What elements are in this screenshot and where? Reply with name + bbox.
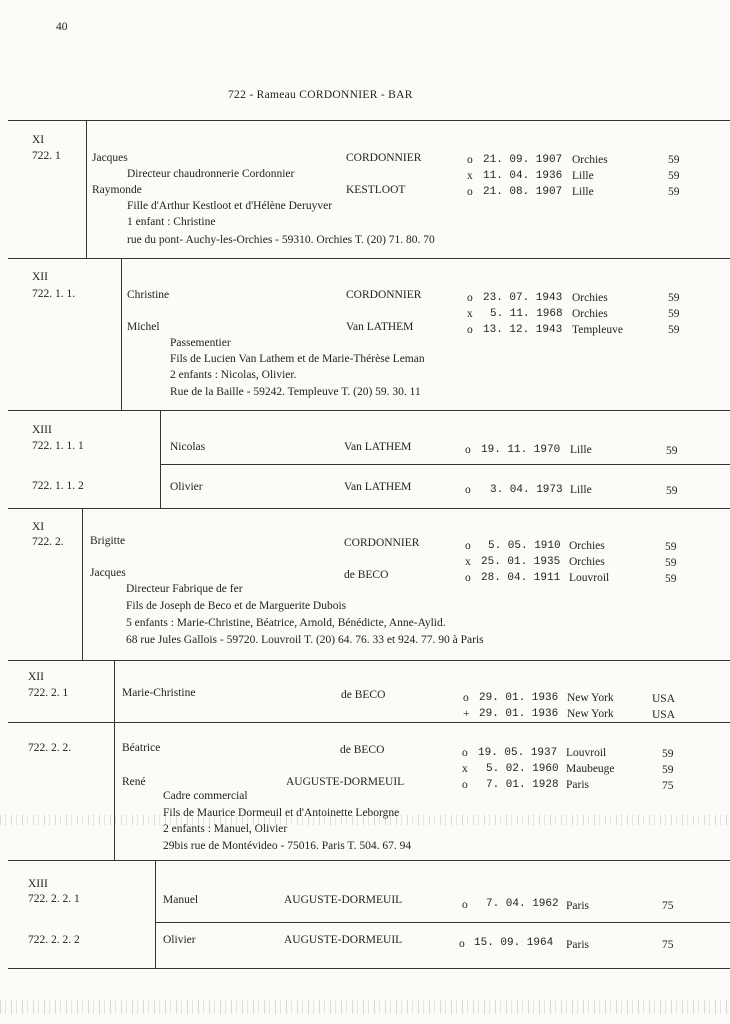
event-sign: o — [465, 540, 471, 552]
detail-line: 2 enfants : Nicolas, Olivier. — [170, 369, 297, 381]
event-sign: o — [459, 938, 465, 950]
event-place: Orchies — [572, 308, 608, 320]
surname: de BECO — [340, 744, 385, 756]
reference-number: 722. 2. 1 — [28, 687, 69, 699]
surname: CORDONNIER — [346, 289, 422, 301]
event-date: 28. 04. 1911 — [481, 572, 561, 584]
event-place: Lille — [570, 484, 592, 496]
department: 59 — [662, 748, 674, 760]
detail-line: 1 enfant : Christine — [127, 216, 216, 228]
reference-number: 722. 2. — [32, 536, 64, 548]
department: USA — [652, 709, 676, 721]
event-date: 15. 09. 1964 — [474, 937, 554, 949]
event-date: 19. 11. 1970 — [481, 444, 561, 456]
generation-label: XII — [32, 271, 48, 283]
event-place: Lille — [572, 186, 594, 198]
event-sign: o — [462, 899, 468, 911]
event-place: Paris — [566, 779, 589, 791]
surname: AUGUSTE-DORMEUIL — [284, 894, 403, 906]
given-name: Olivier — [163, 934, 196, 946]
rule-1 — [8, 258, 730, 259]
given-name: Manuel — [163, 894, 199, 906]
department: 59 — [665, 557, 677, 569]
address-line: rue du pont- Auchy-les-Orchies - 59310. Orchies T. (20) 71. 80. 70 — [127, 234, 435, 246]
event-place: Orchies — [569, 556, 605, 568]
rule-4 — [8, 508, 730, 509]
generation-label: XIII — [28, 878, 48, 890]
event-date: 13. 12. 1943 — [483, 324, 563, 336]
department: 75 — [662, 780, 674, 792]
given-name: Jacques — [90, 567, 126, 579]
rule-v-2 — [121, 258, 122, 410]
surname: AUGUSTE-DORMEUIL — [286, 776, 405, 788]
generation-label: XI — [32, 134, 45, 146]
detail-line: Directeur Fabrique de fer — [126, 583, 243, 595]
rule-6 — [8, 722, 730, 723]
department: USA — [652, 693, 676, 705]
rule-v-4 — [82, 508, 83, 660]
rule-2 — [8, 410, 730, 411]
surname: AUGUSTE-DORMEUIL — [284, 934, 403, 946]
event-sign: o — [462, 779, 468, 791]
event-place: Orchies — [572, 292, 608, 304]
given-name: Marie-Christine — [122, 687, 196, 699]
event-date: 23. 07. 1943 — [483, 292, 563, 304]
rule-v-6 — [155, 860, 156, 968]
address-line: 68 rue Jules Gallois - 59720. Louvroil T. (20) 64. 76. 33 et 924. 77. 90 à Paris — [126, 634, 484, 646]
generation-label: XII — [28, 671, 44, 683]
page-number: 40 — [56, 21, 68, 33]
surname: KESTLOOT — [346, 184, 406, 196]
rule-5 — [8, 660, 730, 661]
event-place: New York — [567, 692, 614, 704]
generation-label: XI — [32, 521, 45, 533]
address-line: 29bis rue de Montévideo - 75016. Paris T. 504. 67. 94 — [163, 840, 412, 852]
detail-line: Fils de Lucien Van Lathem et de Marie-Thérèse Leman — [170, 353, 425, 365]
event-sign: x — [467, 308, 473, 320]
event-date: 19. 05. 1937 — [478, 747, 558, 759]
event-sign: o — [467, 186, 473, 198]
detail-line: 2 enfants : Manuel, Olivier — [163, 823, 288, 835]
event-place: Paris — [566, 939, 589, 951]
event-date: 25. 01. 1935 — [481, 556, 561, 568]
department: 59 — [665, 541, 677, 553]
given-name: Raymonde — [92, 184, 142, 196]
event-sign: + — [463, 708, 470, 720]
event-place: Lille — [572, 170, 594, 182]
event-place: Orchies — [572, 154, 608, 166]
surname: Van LATHEM — [344, 441, 412, 453]
rule-v-3 — [160, 410, 161, 508]
event-date: 21. 08. 1907 — [483, 186, 563, 198]
event-sign: o — [465, 572, 471, 584]
rule-top — [8, 120, 730, 121]
event-date: 3. 04. 1973 — [490, 484, 563, 496]
given-name: Olivier — [170, 481, 203, 493]
event-place: Lille — [570, 444, 592, 456]
event-sign: o — [467, 292, 473, 304]
surname: de BECO — [344, 569, 389, 581]
rule-7 — [8, 860, 730, 861]
surname: Van LATHEM — [344, 481, 412, 493]
event-place: Paris — [566, 900, 589, 912]
department: 75 — [662, 900, 674, 912]
department: 59 — [668, 154, 680, 166]
event-date: 21. 09. 1907 — [483, 154, 563, 166]
detail-line: Fille d'Arthur Kestloot et d'Hélène Deruyver — [127, 200, 333, 212]
rule-8 — [155, 922, 730, 923]
page-title: 722 - Rameau CORDONNIER - BAR — [228, 89, 413, 101]
event-place: Louvroil — [566, 747, 607, 759]
given-name: Nicolas — [170, 441, 206, 453]
event-date: 29. 01. 1936 — [479, 708, 559, 720]
event-place: Maubeuge — [566, 763, 615, 775]
reference-number: 722. 1. 1. 1 — [32, 440, 84, 452]
event-place: New York — [567, 708, 614, 720]
given-name: Michel — [127, 321, 160, 333]
detail-line: Passementier — [170, 337, 231, 349]
surname: de BECO — [341, 689, 386, 701]
given-name: Brigitte — [90, 535, 126, 547]
event-sign: o — [467, 324, 473, 336]
reference-number: 722. 1 — [32, 150, 61, 162]
generation-label: XIII — [32, 424, 52, 436]
rule-v-1 — [86, 120, 87, 258]
event-date: 7. 04. 1962 — [486, 898, 559, 910]
given-name: Christine — [127, 289, 170, 301]
surname: Van LATHEM — [346, 321, 414, 333]
reference-number: 722. 2. 2. — [28, 742, 72, 754]
event-sign: o — [463, 692, 469, 704]
given-name: Jacques — [92, 152, 128, 164]
department: 59 — [668, 292, 680, 304]
department: 59 — [668, 170, 680, 182]
department: 59 — [668, 308, 680, 320]
event-place: Orchies — [569, 540, 605, 552]
detail-line: Fils de Maurice Dormeuil et d'Antoinette Leborgne — [163, 807, 400, 819]
department: 59 — [662, 764, 674, 776]
reference-number: 722. 2. 2. 2 — [28, 934, 80, 946]
event-date: 7. 01. 1928 — [486, 779, 559, 791]
address-line: Rue de la Baille - 59242. Templeuve T. (20) 59. 30. 11 — [170, 386, 421, 398]
detail-line: Cadre commercial — [163, 790, 248, 802]
reference-number: 722. 2. 2. 1 — [28, 893, 80, 905]
event-date: 5. 11. 1968 — [490, 308, 563, 320]
event-sign: x — [467, 170, 473, 182]
event-date: 5. 05. 1910 — [488, 540, 561, 552]
surname: CORDONNIER — [344, 537, 420, 549]
given-name: Béatrice — [122, 742, 161, 754]
department: 59 — [665, 573, 677, 585]
scan-noise — [0, 1000, 730, 1014]
surname: CORDONNIER — [346, 152, 422, 164]
event-sign: o — [465, 444, 471, 456]
department: 59 — [666, 445, 678, 457]
reference-number: 722. 1. 1. — [32, 288, 76, 300]
rule-9 — [8, 968, 730, 969]
department: 59 — [666, 485, 678, 497]
event-date: 11. 04. 1936 — [483, 170, 563, 182]
detail-line: 5 enfants : Marie-Christine, Béatrice, Arnold, Bénédicte, Anne-Aylid. — [126, 617, 446, 629]
detail-line: Fils de Joseph de Beco et de Marguerite Dubois — [126, 600, 347, 612]
department: 75 — [662, 939, 674, 951]
given-name: René — [122, 776, 146, 788]
event-sign: x — [462, 763, 468, 775]
event-place: Templeuve — [572, 324, 623, 336]
rule-v-5 — [114, 660, 115, 860]
event-place: Louvroil — [569, 572, 610, 584]
detail-line: Directeur chaudronnerie Cordonnier — [127, 168, 295, 180]
event-date: 5. 02. 1960 — [486, 763, 559, 775]
event-sign: o — [467, 154, 473, 166]
reference-number: 722. 1. 1. 2 — [32, 480, 84, 492]
department: 59 — [668, 186, 680, 198]
rule-3 — [160, 464, 730, 465]
event-sign: o — [462, 747, 468, 759]
event-sign: x — [465, 556, 471, 568]
department: 59 — [668, 324, 680, 336]
event-date: 29. 01. 1936 — [479, 692, 559, 704]
event-sign: o — [465, 484, 471, 496]
